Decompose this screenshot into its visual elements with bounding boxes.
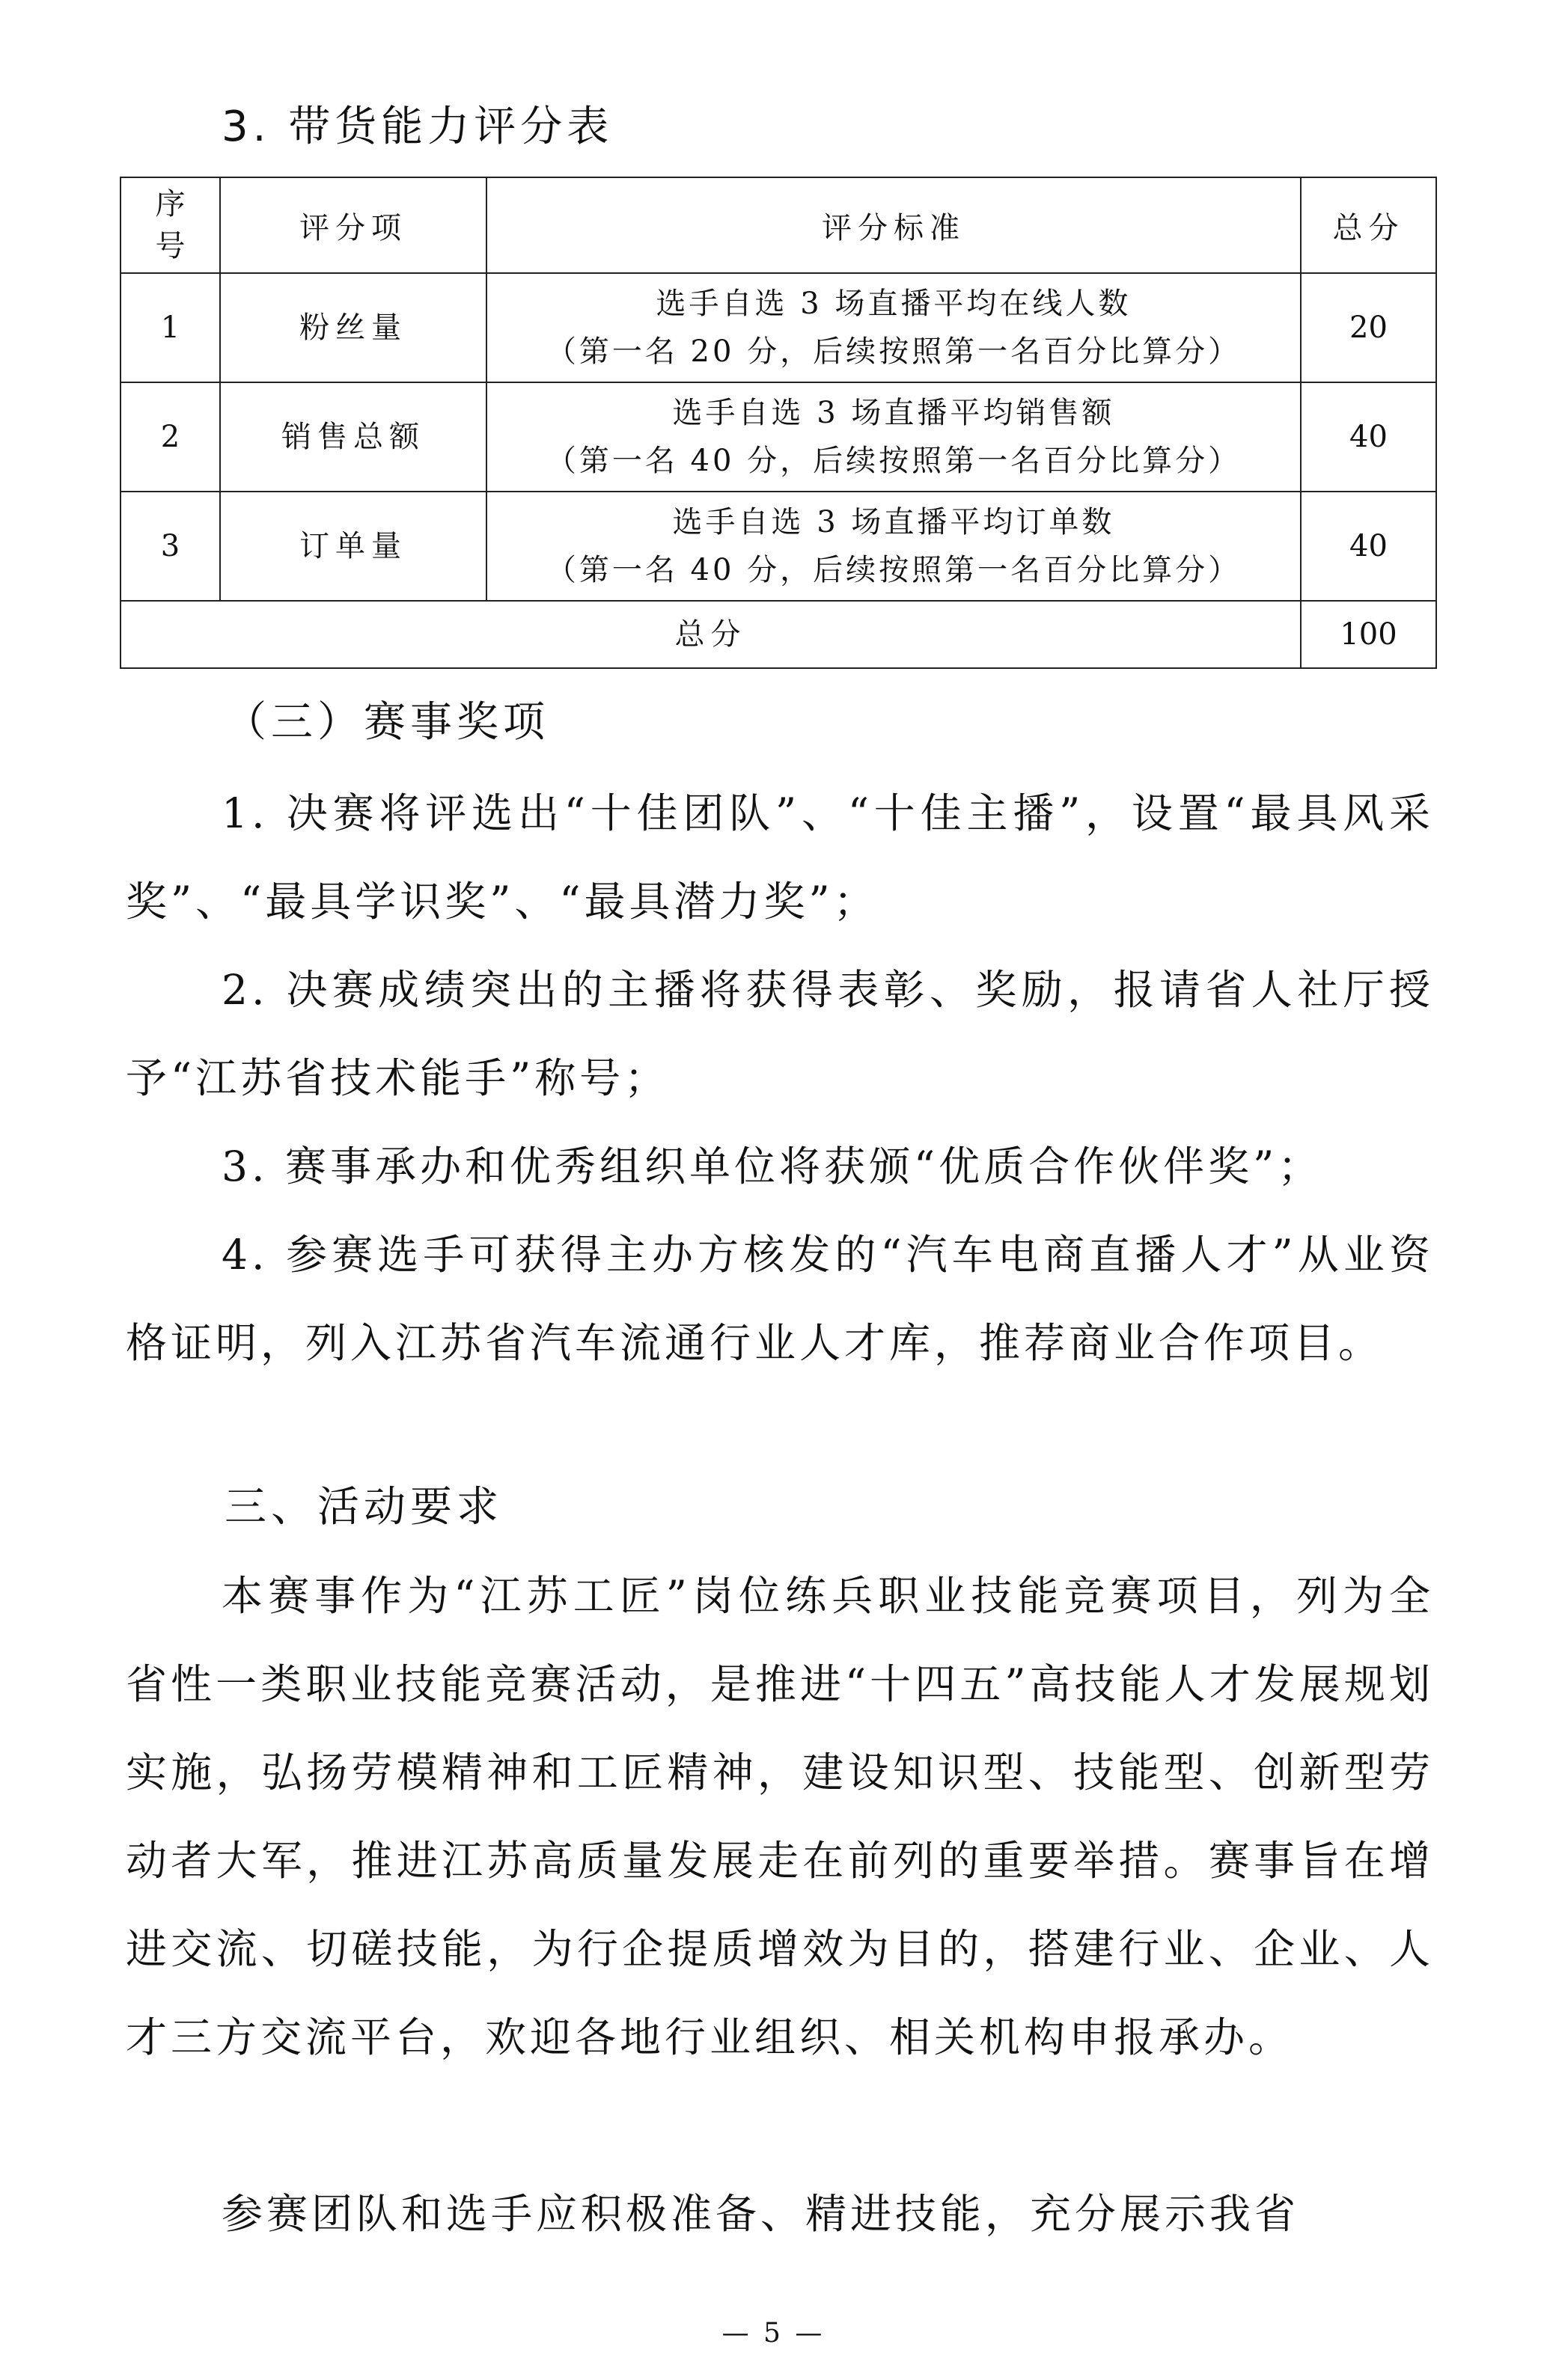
header-item: 评分项: [220, 177, 486, 273]
table-row: [120, 273, 1436, 382]
table-total-row: [120, 601, 1436, 668]
header-criteria: 评分标准: [486, 177, 1301, 273]
row-item: 订单量: [220, 492, 486, 601]
row-score: 40: [1301, 382, 1436, 492]
table-row: [120, 382, 1436, 492]
row-seq: 3: [120, 492, 220, 601]
header-seq: [120, 177, 220, 273]
awards-section-title: （三）赛事奖项: [225, 698, 549, 747]
criteria-note: （第一名 40 分，后续按照第一名百分比算分）: [546, 444, 1242, 478]
total-value: 100: [1301, 601, 1436, 668]
criteria-note: （第一名 20 分，后续按照第一名百分比算分）: [546, 334, 1242, 369]
row-criteria: [486, 492, 1301, 601]
award-item-4: 4. 参赛选手可获得主办方核发的“汽车电商直播人才”从业资格证明，列入江苏省汽车流通行业人才库，推荐商业合作项目。: [126, 1231, 1434, 1367]
requirements-section-title: 三、活动要求: [225, 1483, 503, 1532]
criteria-note: （第一名 40 分，后续按照第一名百分比算分）: [546, 553, 1242, 587]
row-seq: 1: [120, 273, 220, 382]
criteria-line: 选手自选 3 场直播平均销售额: [672, 396, 1115, 430]
header-score: 总分: [1301, 177, 1436, 273]
scoring-table: [120, 177, 1437, 669]
row-criteria: [486, 273, 1301, 382]
row-score: 20: [1301, 273, 1436, 382]
criteria-line: 选手自选 3 场直播平均订单数: [672, 505, 1115, 539]
row-seq: 2: [120, 382, 220, 492]
row-item: 销售总额: [220, 382, 486, 492]
row-item: 粉丝量: [220, 273, 486, 382]
row-score: 40: [1301, 492, 1436, 601]
row-criteria: [486, 382, 1301, 492]
award-item-3: 3. 赛事承办和优秀组织单位将获颁“优质合作伙伴奖”；: [222, 1142, 1323, 1190]
table-heading: 3. 带货能力评分表: [222, 103, 614, 151]
table-header-row: [120, 177, 1436, 273]
requirements-paragraph-continued: 参赛团队和选手应积极准备、精进技能，充分展示我省: [222, 2190, 1300, 2238]
header-seq-label: 序号: [155, 187, 186, 263]
page-number: — 5 —: [721, 2318, 826, 2349]
total-label: 总分: [120, 601, 1301, 668]
criteria-line: 选手自选 3 场直播平均在线人数: [656, 287, 1132, 321]
award-item-2: 2. 决赛成绩突出的主播将获得表彰、奖励，报请省人社厅授予“江苏省技术能手”称号；: [126, 966, 1434, 1102]
table-row: [120, 492, 1436, 601]
requirements-paragraph: 本赛事作为“江苏工匠”岗位练兵职业技能竞赛项目，列为全省性一类职业技能竞赛活动，是推进“十四五”高技能人才发展规划实施，弘扬劳模精神和工匠精神，建设知识型、技能型、创新型劳动者大军，推进江苏高质量发展走在前列的重要举措。赛事旨在增进交流、切磋技能，为行企提质增效为目的，搭建行业、企业、人才三方交流平台，欢迎各地行业组织、相关机构申报承办。: [126, 1572, 1434, 2061]
award-item-1: 1. 决赛将评选出“十佳团队”、“十佳主播”，设置“最具风采奖”、“最具学识奖”、“最具潜力奖”；: [126, 789, 1434, 926]
